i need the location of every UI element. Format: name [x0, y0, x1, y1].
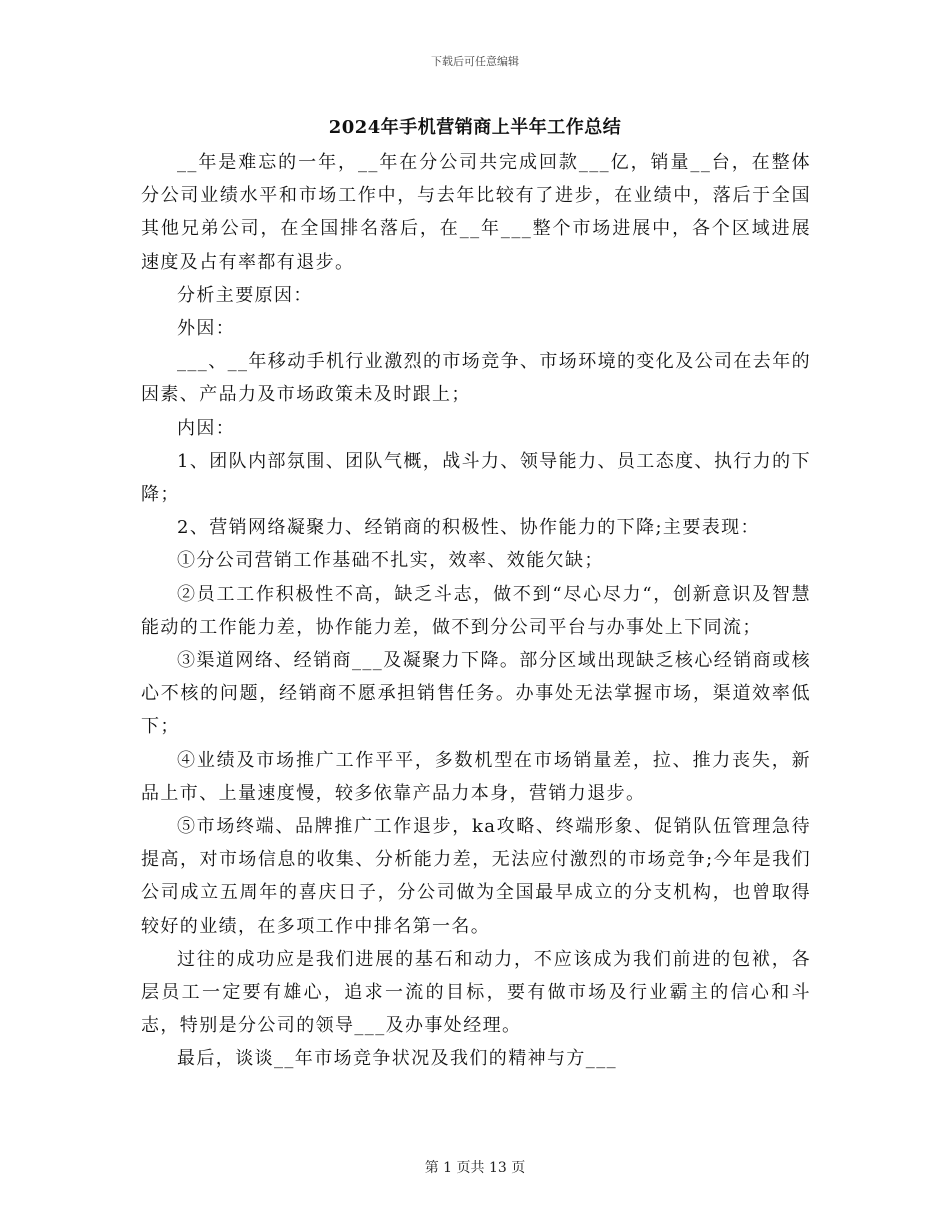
paragraph-point-1: ①分公司营销工作基础不扎实，效率、效能欠缺； [177, 550, 604, 572]
paragraph-finally: 最后，谈谈__年市场竞争状况及我们的精神与方___ [177, 1048, 617, 1070]
paragraph-analysis-heading: 分析主要原因： [177, 284, 313, 306]
paragraph-point-2: ②员工工作积极性不高，缺乏斗志，做不到“尽心尽力“，创新意识及智慧能动的工作能力差，协作能力差，做不到分公司平台与办事处上下同流； [141, 583, 811, 638]
document-body [141, 146, 811, 1076]
paragraph-past-success: 过往的成功应是我们进展的基石和动力，不应该成为我们前进的包袱，各层员工一定要有雄心，追求一流的目标，要有做市场及行业霸主的信心和斗志，特别是分公司的领导___及办事处经理。 [141, 948, 811, 1037]
paragraph-point-5: ⑤市场终端、品牌推广工作退步，ka攻略、终端形象、促销队伍管理急待提高，对市场信息的收集、分析能力差，无法应付激烈的市场竞争;今年是我们公司成立五周年的喜庆日子，分公司做为全国最早成立的分支机构，也曾取得较好的业绩，在多项工作中排名第一名。 [141, 816, 811, 937]
paragraph-internal-heading: 内因： [177, 417, 236, 439]
paragraph-internal-2: 2、营销网络凝聚力、经销商的积极性、协作能力的下降;主要表现： [177, 517, 760, 539]
paragraph-intro: __年是难忘的一年，__年在分公司共完成回款___亿，销量__台，在整体分公司业绩水平和市场工作中，与去年比较有了进步，在业绩中，落后于全国其他兄弟公司，在全国排名落后，在__年___整个市场进展中，各个区域进展速度及占有率都有退步。 [141, 152, 811, 273]
paragraph-external-reason: ___、__年移动手机行业激烈的市场竞争、市场环境的变化及公司在去年的因素、产品力及市场政策未及时跟上； [141, 351, 811, 406]
page-header-note: 下载后可任意编辑 [431, 55, 519, 68]
paragraph-point-4: ④业绩及市场推广工作平平，多数机型在市场销量差，拉、推力丧失，新品上市、上量速度慢，较多依靠产品力本身，营销力退步。 [141, 749, 811, 804]
paragraph-external-heading: 外因： [177, 318, 236, 340]
paragraph-internal-1: 1、团队内部氛围、团队气概，战斗力、领导能力、员工态度、执行力的下降； [141, 450, 811, 506]
paragraph-point-3: ③渠道网络、经销商___及凝聚力下降。部分区域出现缺乏核心经销商或核心不核的问题，经销商不愿承担销售任务。办事处无法掌握市场，渠道效率低下； [141, 650, 811, 738]
document-title: 2024年手机营销商上半年工作总结 [328, 117, 622, 138]
page-number-footer: 第 1 页共 13 页 [424, 1160, 526, 1176]
